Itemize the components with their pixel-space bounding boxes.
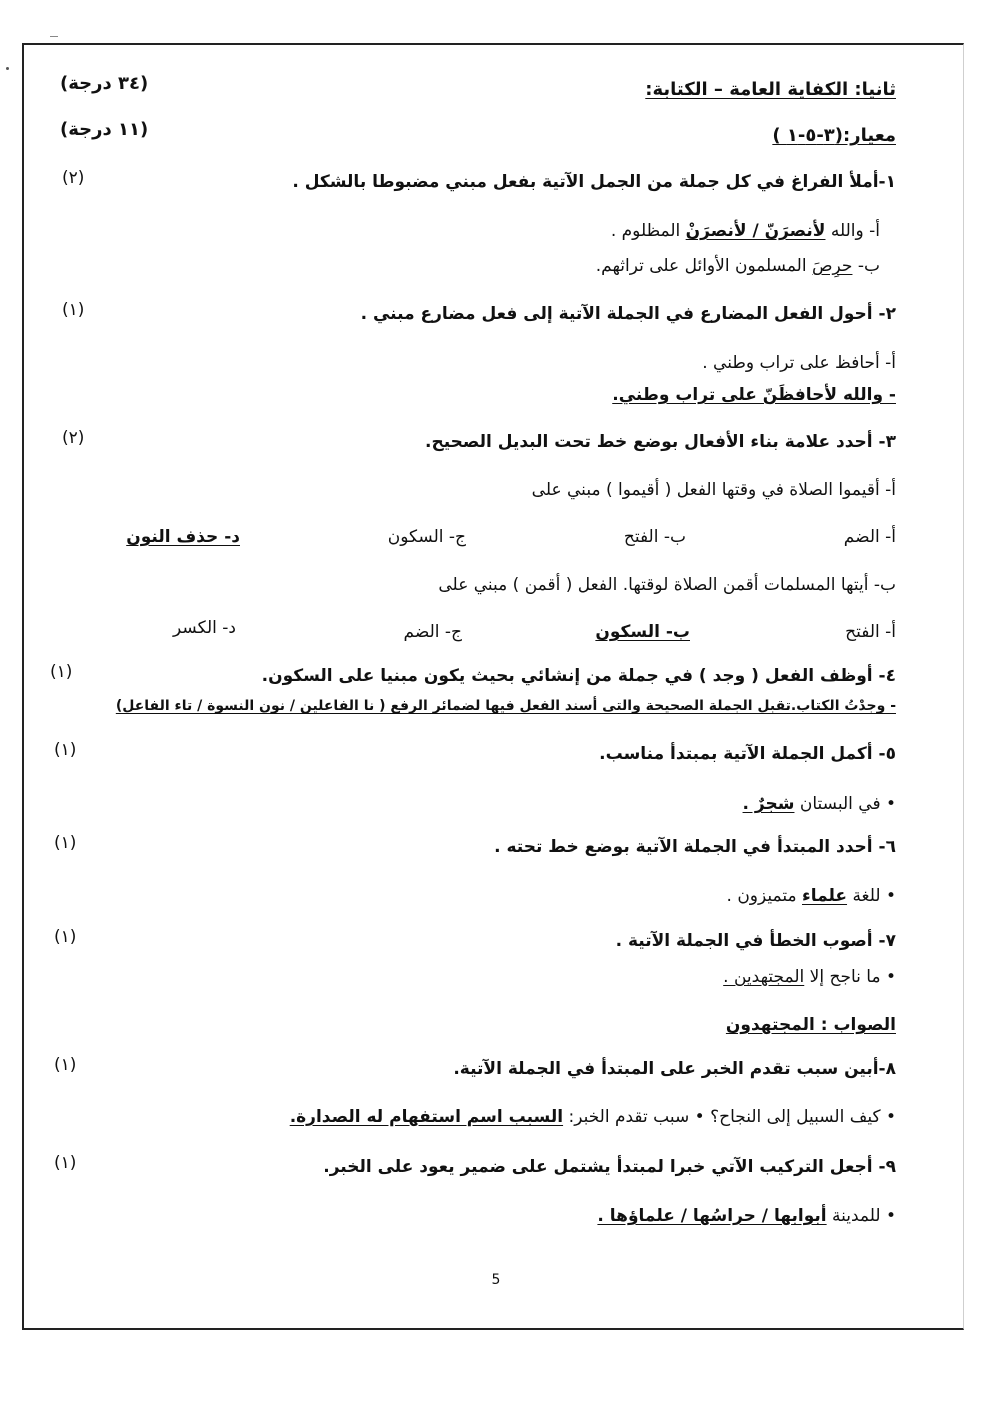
section-title: ثانيا: الكفاية العامة – الكتابة: [645, 79, 896, 100]
q7-marks: (١) [54, 927, 77, 947]
q1-b: ب- حرِصَ المسلمون الأوائل على تراثهم. [595, 256, 880, 276]
q7-text: ٧- أصوب الخطأ في الجملة الآتية . [615, 931, 896, 951]
q8-text: ٨-أبين سبب تقدم الخبر على المبتدأ في الجملة الآتية. [453, 1059, 896, 1079]
q8-marks: (١) [54, 1055, 77, 1075]
q6-text: ٦- أحدد المبتدأ في الجملة الآتية بوضع خط تحته . [494, 837, 896, 857]
q3-a-option-4: د- حذف النون [126, 527, 240, 547]
q3-b-option-4: د- الكسر [173, 618, 236, 638]
q2-sentence: أ- أحافظ على تراب وطني . [702, 353, 896, 373]
q7-sentence: • ما ناجح إلا المجتهدين . [723, 967, 896, 987]
q3-b-option-3: ج- الضم [403, 622, 462, 642]
q3-marks: (٢) [62, 428, 85, 448]
q1-a: أ- والله لأنصرَنّ / لأنصرَنْ المظلوم . [610, 221, 880, 241]
criteria-label: معيار:(٣-٥-١ ) [772, 125, 896, 146]
section-total-marks: (٣٤ درجة) [60, 73, 149, 94]
q7-answer: الصواب : المجتهدون [725, 1015, 896, 1035]
q9-answer: أبوابها / حراسُها / علماؤها . [597, 1206, 827, 1226]
q9-sentence: • للمدينة أبوابها / حراسُها / علماؤها . [597, 1206, 896, 1226]
page-number: 5 [491, 1272, 501, 1288]
q4-marks: (١) [50, 662, 73, 682]
q9-marks: (١) [54, 1153, 77, 1173]
q5-sentence: • في البستان شجرٌ . [742, 794, 896, 814]
q4-text: ٤- أوظف الفعل ( وجد ) في جملة من إنشائي بحيث يكون مبنيا على السكون. [261, 666, 896, 686]
q9-text: ٩- أجعل التركيب الآتي خبرا لمبتدأ يشتمل على ضمير يعود على الخبر. [323, 1157, 896, 1177]
q3-b-option-2: ب- السكون [595, 622, 690, 642]
q5-marks: (١) [54, 740, 77, 760]
q2-marks: (١) [62, 300, 85, 320]
q5-answer: شجرٌ . [742, 794, 795, 814]
q5-text: ٥- أكمل الجملة الآتية بمبتدأ مناسب. [599, 744, 896, 764]
q1-b-answer: حرِصَ [812, 256, 853, 276]
q3-a-option-2: ب- الفتح [623, 527, 686, 547]
q3-a-option-1: أ- الضم [843, 527, 896, 547]
criteria-marks: (١١ درجة) [60, 119, 149, 140]
q6-sentence: • للغة علماء متميزون . [726, 886, 896, 906]
q7-wrong-word: المجتهدين . [723, 967, 805, 987]
q6-marks: (١) [54, 833, 77, 853]
scan-dot [6, 67, 9, 70]
scan-mark [50, 36, 58, 37]
q1-text: ١-أملأ الفراغ في كل جملة من الجمل الآتية بفعل مبني مضبوطا بالشكل . [292, 172, 896, 192]
q8-answer: السبب اسم استفهام له الصدارة. [289, 1107, 564, 1127]
q1-a-answer: لأنصرَنّ / لأنصرَنْ [685, 221, 826, 241]
q4-note: - وجدْتُ الكتاب.تقبل الجملة الصحيحة والتى أسند الفعل فيها لضمائر الرفع ( نا الفاعلين / نون النسوة / تاء الفاعل) [115, 698, 896, 714]
q3-text: ٣- أحدد علامة بناء الأفعال بوضع خط تحت البديل الصحيح. [425, 432, 896, 452]
q8-sentence: • كيف السبيل إلى النجاح؟ • سبب تقدم الخبر: السبب اسم استفهام له الصدارة. [289, 1107, 896, 1127]
q2-answer: - والله لأحافظَنّ على تراب وطني. [612, 385, 896, 405]
q6-answer: علماء [802, 886, 848, 906]
q3-b-option-1: أ- الفتح [845, 622, 896, 642]
q1-marks: (٢) [62, 168, 85, 188]
q2-text: ٢- أحول الفعل المضارع في الجملة الآتية إلى فعل مضارع مبني . [360, 304, 896, 324]
q3-a-option-3: ج- السكون [387, 527, 466, 547]
q3-a-sentence: أ- أقيموا الصلاة في وقتها الفعل ( أقيموا ) مبني على [531, 480, 896, 500]
q3-b-sentence: ب- أيتها المسلمات أقمن الصلاة لوقتها. الفعل ( أقمن ) مبني على [438, 575, 896, 595]
